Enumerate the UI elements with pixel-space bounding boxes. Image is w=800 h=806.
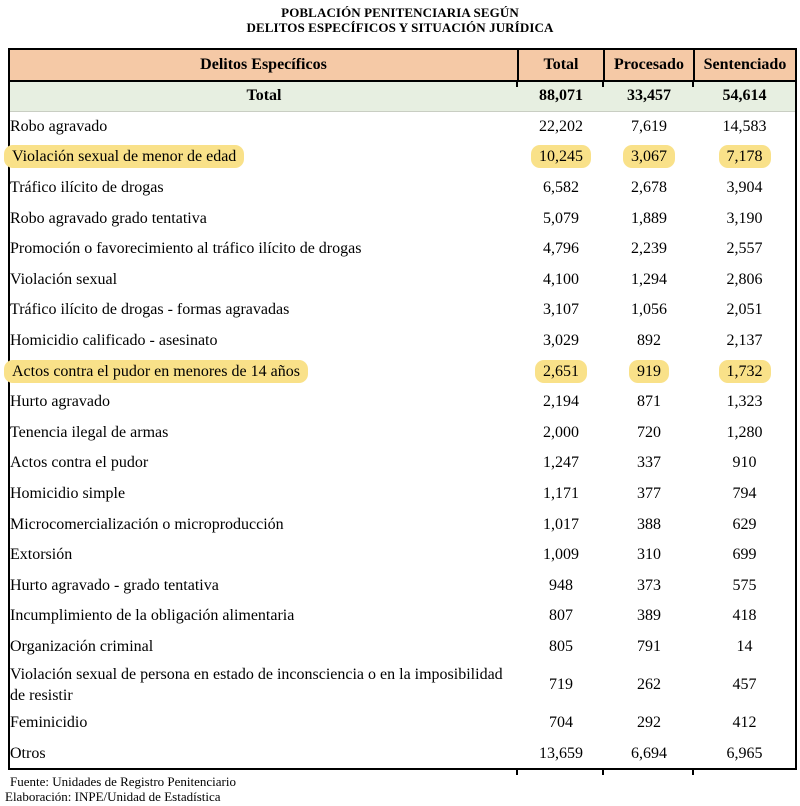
delito-label: Extorsión [10,546,73,564]
procesado-cell [604,142,694,173]
sentenciado-cell [694,172,796,203]
page-title [0,0,800,35]
procesado-value: 871 [637,393,661,411]
procesado-cell [604,601,694,632]
sentenciado-value: 3,190 [726,209,763,227]
delito-label-cell [9,386,518,417]
column-header-sentenciado: Sentenciado [694,49,796,81]
sentenciado-cell [694,264,796,295]
column-divider-tick [602,82,604,87]
table-row [9,111,796,142]
sentenciado-cell [694,356,796,387]
total-value: 22,202 [539,118,583,136]
total-value: 704 [549,714,573,732]
total-row-procesado: 33,457 [604,81,694,111]
procesado-cell [604,662,694,708]
procesado-cell [604,478,694,509]
total-value: 5,079 [543,209,579,227]
total-cell [518,708,604,739]
delito-label: Actos contra el pudor en menores de 14 años [4,360,308,383]
total-cell [518,233,604,264]
table-row [9,386,796,417]
sentenciado-value: 794 [732,484,757,502]
delito-label: Feminicidio [10,714,88,732]
delito-label: Violación sexual [10,270,118,288]
total-cell [518,325,604,356]
column-divider-tick [516,770,518,775]
procesado-value: 337 [637,454,661,472]
sentenciado-cell [694,386,796,417]
delito-label-cell [9,738,518,769]
sentenciado-cell [694,142,796,173]
total-value: 3,107 [543,301,579,319]
delito-label: Robo agravado [10,118,108,136]
sentenciado-value: 910 [732,454,757,472]
delito-label-cell [9,539,518,570]
delito-label: Robo agravado grado tentativa [10,209,207,227]
total-cell [518,203,604,234]
total-value: 948 [549,576,573,594]
total-cell [518,738,604,769]
delito-label: Tráfico ilícito de drogas [10,178,164,196]
sentenciado-cell [694,448,796,479]
procesado-value: 791 [637,637,661,655]
sentenciado-cell [694,111,796,142]
delito-label: Hurto agravado - grado tentativa [10,576,219,594]
procesado-value: 2,239 [631,240,667,258]
sentenciado-cell [694,417,796,448]
total-value: 719 [549,676,573,694]
total-value: 2,000 [543,423,579,441]
delito-label-cell [9,295,518,326]
procesado-value: 892 [637,331,661,349]
table-row [9,356,796,387]
table-body [9,111,796,769]
source-note: Fuente: Unidades de Registro Penitenciario [10,773,237,789]
sentenciado-cell [694,478,796,509]
delito-label: Promoción o favorecimiento al tráfico ilícito de drogas [10,240,362,258]
table-row [9,662,796,708]
total-cell [518,570,604,601]
table-row [9,417,796,448]
sentenciado-value: 14,583 [722,118,767,136]
total-value: 805 [549,637,573,655]
total-cell [518,662,604,708]
sentenciado-value: 3,904 [726,178,763,196]
sentenciado-cell [694,233,796,264]
total-cell [518,631,604,662]
total-value: 1,017 [543,515,579,533]
page-title-line2: DELITOS ESPECÍFICOS Y SITUACIÓN JURÍDICA [246,20,554,35]
column-header-total: Total [518,49,604,81]
delito-label-cell [9,631,518,662]
sentenciado-value: 575 [732,576,757,594]
delito-label-cell [9,708,518,739]
procesado-cell [604,111,694,142]
table-footnotes [0,774,800,804]
total-value: 1,171 [543,484,579,502]
procesado-value: 389 [637,607,661,625]
sentenciado-cell [694,662,796,708]
table-row [9,708,796,739]
table-row [9,142,796,173]
total-value: 4,100 [543,270,579,288]
total-cell [518,386,604,417]
delito-label-cell [9,233,518,264]
total-cell [518,417,604,448]
page-title-line1: POBLACIÓN PENITENCIARIA SEGÚN [281,5,519,20]
total-row [9,81,796,111]
delito-label-cell [9,448,518,479]
procesado-cell [604,570,694,601]
procesado-cell [604,448,694,479]
delitos-table [8,48,797,770]
procesado-value: 388 [637,515,661,533]
sentenciado-value: 412 [732,714,757,732]
table-row [9,325,796,356]
column-divider-tick [516,82,518,87]
delito-label: Organización criminal [10,637,154,655]
sentenciado-value: 457 [732,676,757,694]
procesado-cell [604,509,694,540]
delito-label-cell [9,264,518,295]
delito-label-cell [9,509,518,540]
total-cell [518,601,604,632]
total-value: 4,796 [543,240,579,258]
procesado-value: 373 [637,576,661,594]
delitos-table-wrap [8,48,795,770]
procesado-value: 310 [637,546,661,564]
delito-label: Homicidio calificado - asesinato [10,331,218,349]
total-cell [518,172,604,203]
procesado-value: 1,056 [631,301,667,319]
sentenciado-cell [694,601,796,632]
table-row [9,233,796,264]
total-value: 13,659 [539,744,583,762]
total-cell [518,111,604,142]
total-value: 1,009 [543,546,579,564]
column-header-delitos: Delitos Específicos [9,49,518,81]
table-row [9,448,796,479]
table-row [9,264,796,295]
procesado-value: 262 [637,676,661,694]
delito-label-cell [9,203,518,234]
total-cell [518,539,604,570]
delito-label-cell [9,172,518,203]
total-cell [518,356,604,387]
table-row [9,295,796,326]
procesado-value: 292 [637,714,661,732]
delito-label: Homicidio simple [10,484,126,502]
total-value: 10,245 [531,145,591,168]
sentenciado-value: 2,137 [726,331,763,349]
delito-label: Microcomercialización o microproducción [10,515,284,533]
table-row [9,601,796,632]
delito-label-cell [9,478,518,509]
total-cell [518,448,604,479]
total-value: 2,651 [535,360,587,383]
sentenciado-value: 699 [732,546,757,564]
sentenciado-cell [694,325,796,356]
elaboration-note: Elaboración: INPE/Unidad de Estadística [5,788,221,804]
procesado-value: 7,619 [631,118,667,136]
delito-label-cell [9,570,518,601]
sentenciado-cell [694,539,796,570]
table-header [9,49,796,81]
procesado-cell [604,738,694,769]
table-row [9,478,796,509]
table-row [9,631,796,662]
sentenciado-value: 6,965 [726,744,763,762]
procesado-value: 919 [629,360,669,383]
delito-label: Hurto agravado [10,393,110,411]
procesado-value: 1,889 [631,209,667,227]
delito-label-cell [9,142,518,173]
procesado-cell [604,631,694,662]
delito-label: Violación sexual de menor de edad [4,145,244,168]
procesado-value: 377 [637,484,661,502]
sentenciado-value: 1,280 [726,423,763,441]
table-row [9,539,796,570]
sentenciado-value: 2,051 [726,301,763,319]
column-divider-tick [692,82,694,87]
sentenciado-value: 629 [732,515,757,533]
sentenciado-value: 7,178 [719,145,771,168]
sentenciado-value: 418 [732,607,757,625]
procesado-cell [604,172,694,203]
total-value: 3,029 [543,331,579,349]
column-header-procesado: Procesado [604,49,694,81]
total-row-sentenciado: 54,614 [694,81,796,111]
procesado-value: 3,067 [623,145,675,168]
total-row-label: Total [9,81,518,111]
procesado-value: 1,294 [631,270,667,288]
procesado-value: 6,694 [631,744,667,762]
procesado-cell [604,386,694,417]
total-value: 807 [549,607,573,625]
total-cell [518,142,604,173]
table-row [9,172,796,203]
sentenciado-cell [694,631,796,662]
sentenciado-value: 2,806 [726,270,763,288]
procesado-cell [604,264,694,295]
table-row [9,203,796,234]
delito-label-cell [9,662,518,708]
sentenciado-value: 1,323 [726,393,763,411]
sentenciado-cell [694,738,796,769]
delito-label-cell [9,601,518,632]
header-row [9,49,796,81]
sentenciado-value: 1,732 [719,360,771,383]
procesado-value: 720 [637,423,661,441]
total-cell [518,295,604,326]
delito-label: Otros [10,744,46,762]
procesado-cell [604,325,694,356]
procesado-cell [604,708,694,739]
table-row [9,509,796,540]
total-value: 6,582 [543,178,579,196]
procesado-cell [604,203,694,234]
delito-label: Actos contra el pudor [10,454,149,472]
sentenciado-value: 14 [736,637,753,655]
sentenciado-cell [694,708,796,739]
total-cell [518,509,604,540]
sentenciado-cell [694,203,796,234]
column-divider-tick [692,770,694,775]
sentenciado-cell [694,509,796,540]
total-cell [518,478,604,509]
table-row [9,570,796,601]
delito-label: Tenencia ilegal de armas [10,423,169,441]
delito-label-cell [9,325,518,356]
total-value: 2,194 [543,393,579,411]
sentenciado-cell [694,570,796,601]
sentenciado-cell [694,295,796,326]
delito-label-cell [9,417,518,448]
total-value: 1,247 [543,454,579,472]
procesado-cell [604,356,694,387]
column-divider-tick [602,770,604,775]
delito-label: Violación sexual de persona en estado de inconsciencia o en la imposibilidad de resistir [10,665,503,704]
total-cell [518,264,604,295]
delito-label-cell [9,111,518,142]
procesado-cell [604,233,694,264]
delito-label: Incumplimiento de la obligación alimentaria [10,607,295,625]
procesado-cell [604,295,694,326]
procesado-cell [604,539,694,570]
procesado-value: 2,678 [631,178,667,196]
sentenciado-value: 2,557 [726,240,763,258]
table-row [9,738,796,769]
delito-label: Tráfico ilícito de drogas - formas agravadas [10,301,290,319]
delito-label-cell [9,356,518,387]
total-row-total: 88,071 [518,81,604,111]
procesado-cell [604,417,694,448]
